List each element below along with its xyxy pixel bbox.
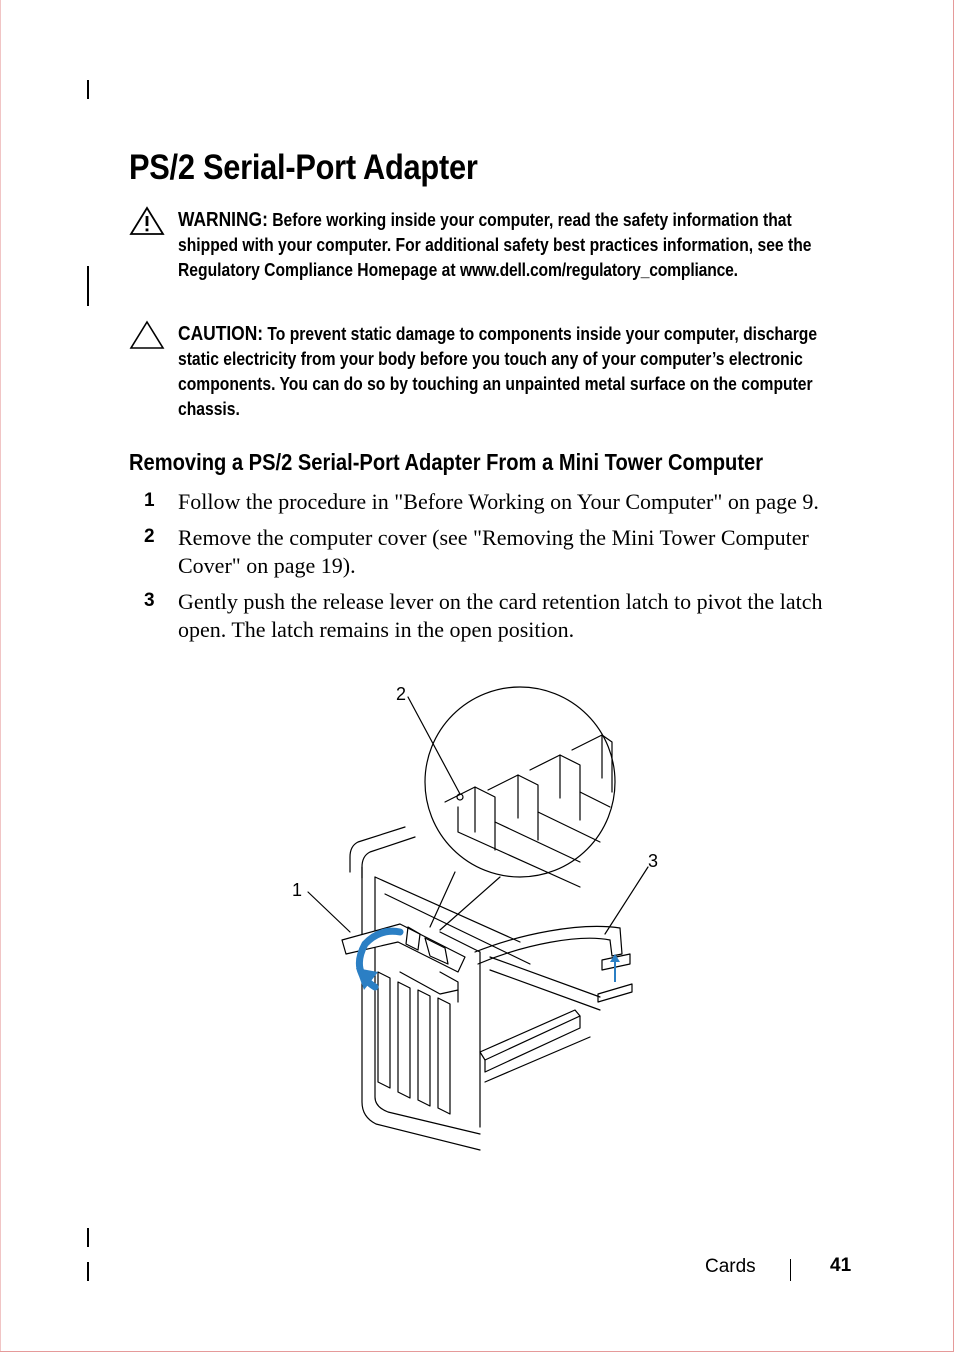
step-text: Remove the computer cover (see "Removing the Mini Tower Computer Cover" on page 19).: [178, 525, 809, 578]
footer-chapter: Cards: [705, 1256, 756, 1277]
footer-separator: [790, 1259, 791, 1281]
step-text: Gently push the release lever on the card retention latch to pivot the latch open. The latch remains in the open position.: [178, 589, 823, 642]
warning-text: Before working inside your computer, read the safety information that shipped with your computer. For additional safety best practices information, see the Regulatory Compliance Homepage at: [178, 210, 812, 280]
page-title: PS/2 Serial-Port Adapter: [129, 148, 478, 187]
callout-1: 1: [292, 880, 303, 900]
warning-end: .: [733, 260, 739, 280]
warning-label: WARNING:: [178, 209, 268, 231]
procedure-heading: Removing a PS/2 Serial-Port Adapter From a Mini Tower Computer: [129, 449, 764, 475]
compliance-url[interactable]: www.dell.com/regulatory_compliance: [459, 260, 734, 280]
callout-2: 2: [396, 684, 407, 704]
caution-text: To prevent static damage to components inside your computer, discharge static electricity from your body before you touch any of your computer’s electronic components. You can do so by touching an unpainted metal surface on the computer chassis.: [178, 324, 818, 419]
step-number: 2: [144, 526, 155, 547]
caution-icon: [129, 320, 165, 350]
crop-mark-footer: [87, 1262, 89, 1281]
page-number: 41: [830, 1255, 852, 1276]
warning-note: [178, 208, 839, 283]
callout-3: 3: [648, 851, 659, 871]
crop-mark-top: [87, 80, 89, 99]
step-number: 1: [144, 490, 155, 511]
page-edge-left: [0, 0, 1, 1352]
caution-label: CAUTION:: [178, 323, 264, 345]
warning-icon: [129, 206, 165, 236]
change-bar: [87, 266, 89, 306]
latch-illustration: [280, 672, 680, 1157]
step-number: 3: [144, 590, 155, 611]
step-text: Follow the procedure in "Before Working on Your Computer" on page 9.: [178, 489, 819, 514]
crop-mark-bottom: [87, 1228, 89, 1247]
caution-note: [178, 322, 839, 422]
